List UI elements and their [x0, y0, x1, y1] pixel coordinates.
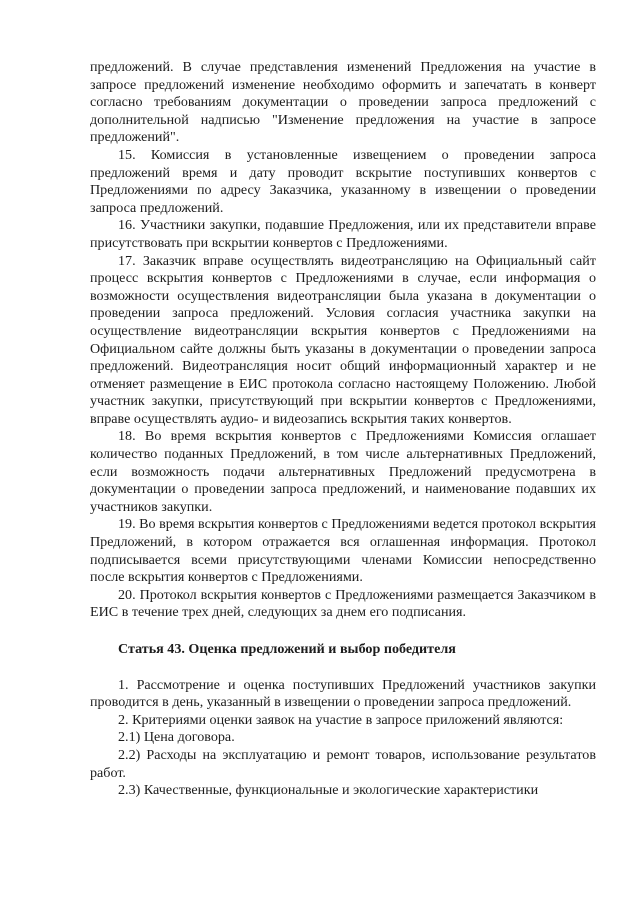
article-43-item-2-1: 2.1) Цена договора. — [118, 729, 235, 746]
paragraph-20: 20. Протокол вскрытия конвертов с Предложениями размещается Заказчиком в ЕИС в течение трех дней, следующих за днем его подписания. — [90, 586, 596, 621]
article-43-heading: Статья 43. Оценка предложений и выбор победителя — [118, 641, 456, 657]
paragraph-continuation: предложений. В случае представления изменений Предложения на участие в запросе предложений изменение необходимо оформить и запечатать в конверт согласно требованиям документации о проведении запроса предложений с дополнительной надписью "Изменение предложения на участие в запросе предложений". — [90, 59, 596, 146]
article-43-item-2-2: 2.2) Расходы на эксплуатацию и ремонт товаров, использование результатов работ. — [90, 746, 596, 781]
paragraph-17: 17. Заказчик вправе осуществлять видеотрансляцию на Официальный сайт процесс вскрытия конвертов с Предложениями в случае, если информация о возможности осуществления видеотрансляции была указана в документации о проведении запроса предложений. Условия согласия участника закупки на осуществление видеотрансляции вскрытия конвертов с Предложениями на Официальном сайте должны быть указаны в документации о проведении запроса предложений. Видеотрансляция носит общий информационный характер и не отменяет размещение в ЕИС протокола согласно настоящему Положению. Любой участник закупки, присутствующий при вскрытии конвертов с Предложениями, вправе осуществлять аудио- и видеозапись вскрытия таких конвертов. — [90, 252, 596, 427]
document-page — [90, 59, 596, 800]
article-43-paragraph-2: 2. Критериями оценки заявок на участие в запросе приложений являются: — [118, 711, 564, 728]
paragraph-16: 16. Участники закупки, подавшие Предложения, или их представители вправе присутствовать при вскрытии конвертов с Предложениями. — [90, 217, 596, 251]
article-43-paragraph-1: 1. Рассмотрение и оценка поступивших Предложений участников закупки проводится в день, указанный в извещении о проведении запроса предложений. — [90, 676, 596, 711]
paragraph-15: 15. Комиссия в установленные извещением о проведении запроса предложений время и дату проводит вскрытие поступивших конвертов с Предложениями по адресу Заказчика, указанному в извещении о проведении запроса предложений. — [90, 146, 596, 216]
article-43-item-2-3: 2.3) Качественные, функциональные и экологические характеристики — [118, 782, 539, 799]
paragraph-19: 19. Во время вскрытия конвертов с Предложениями ведется протокол вскрытия Предложений, в котором отражается вся оглашенная информация. Протокол подписывается всеми присутствующими членами Комиссии непосредственно после вскрытия конвертов с Предложениями. — [90, 516, 596, 586]
paragraph-18: 18. Во время вскрытия конвертов с Предложениями Комиссия оглашает количество поданных Предложений, в том числе альтернативных Предложений, если возможность подачи альтернативных Предложений предусмотрена в документации о проведении запроса предложений, и наименование подавших их участников закупки. — [90, 428, 596, 515]
